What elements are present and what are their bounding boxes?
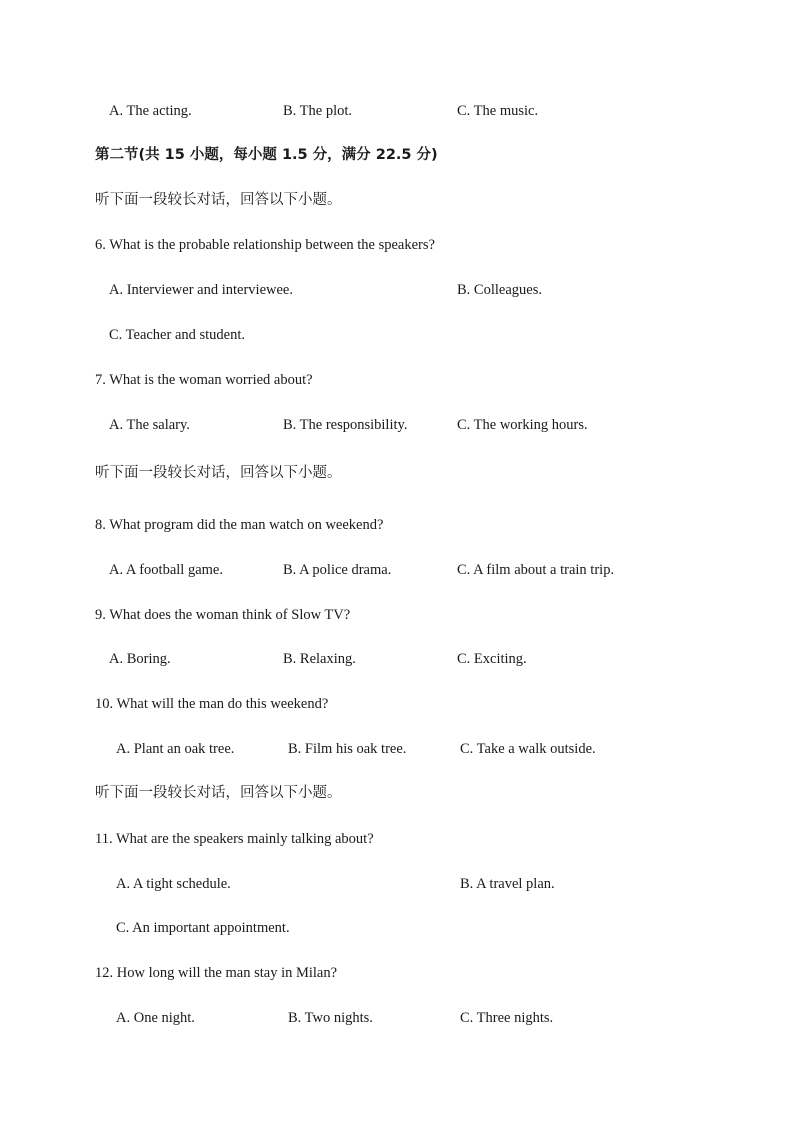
q12-option-c: C. Three nights. xyxy=(460,1010,554,1026)
q6-option-c: C. Teacher and student. xyxy=(109,327,246,343)
q5-option-b: B. The plot. xyxy=(283,103,353,119)
q10-option-c: C. Take a walk outside. xyxy=(460,741,596,757)
q6-option-a: A. Interviewer and interviewee. xyxy=(109,282,293,298)
q9-option-a: A. Boring. xyxy=(109,651,171,667)
q8-option-c: C. A film about a train trip. xyxy=(457,562,615,578)
instruction-1: 听下面一段较长对话，回答以下小题。 xyxy=(95,192,342,208)
q11-option-b: B. A travel plan. xyxy=(460,876,555,892)
q11-stem: 11. What are the speakers mainly talking about? xyxy=(95,831,374,847)
instruction-3: 听下面一段较长对话，回答以下小题。 xyxy=(95,785,342,801)
instruction-2: 听下面一段较长对话，回答以下小题。 xyxy=(95,465,342,481)
q7-option-b: B. The responsibility. xyxy=(283,417,408,433)
q12-stem: 12. How long will the man stay in Milan? xyxy=(95,965,338,981)
q8-option-b: B. A police drama. xyxy=(283,562,392,578)
q8-option-a: A. A football game. xyxy=(109,562,223,578)
q9-stem: 9. What does the woman think of Slow TV? xyxy=(95,607,351,623)
q6-option-b: B. Colleagues. xyxy=(457,282,542,298)
section-title: 第二节(共 15 小题，每小题 1.5 分，满分 22.5 分) xyxy=(95,147,438,163)
q9-option-b: B. Relaxing. xyxy=(283,651,356,667)
q10-option-b: B. Film his oak tree. xyxy=(288,741,407,757)
q10-option-a: A. Plant an oak tree. xyxy=(116,741,235,757)
q7-stem: 7. What is the woman worried about? xyxy=(95,372,313,388)
q10-stem: 10. What will the man do this weekend? xyxy=(95,696,329,712)
q5-option-c: C. The music. xyxy=(457,103,539,119)
q6-stem: 6. What is the probable relationship between the speakers? xyxy=(95,237,435,253)
q12-option-a: A. One night. xyxy=(116,1010,195,1026)
q11-option-c: C. An important appointment. xyxy=(116,920,290,936)
q7-option-a: A. The salary. xyxy=(109,417,190,433)
q8-stem: 8. What program did the man watch on weekend? xyxy=(95,517,384,533)
q11-option-a: A. A tight schedule. xyxy=(116,876,231,892)
q9-option-c: C. Exciting. xyxy=(457,651,527,667)
q5-option-a: A. The acting. xyxy=(109,103,192,119)
q7-option-c: C. The working hours. xyxy=(457,417,588,433)
q12-option-b: B. Two nights. xyxy=(288,1010,373,1026)
